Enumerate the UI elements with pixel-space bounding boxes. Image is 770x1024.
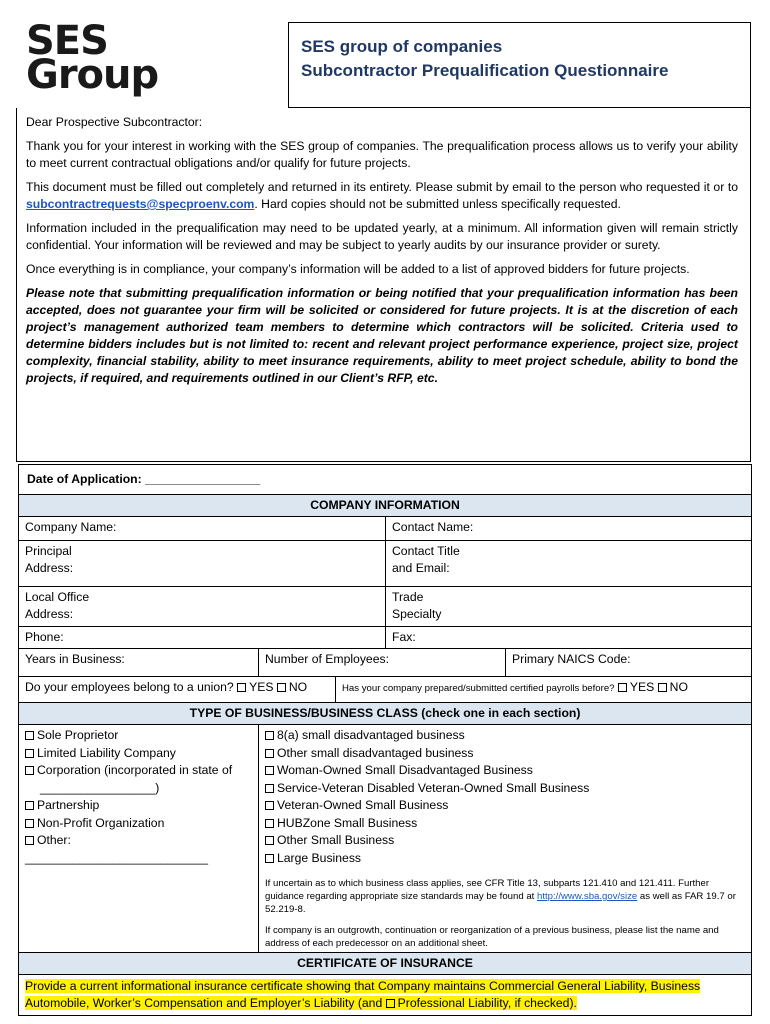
business-class-option xyxy=(265,745,745,763)
business-type-option xyxy=(25,727,252,745)
insurance-text xyxy=(19,975,752,1016)
business-class-checkbox[interactable] xyxy=(265,801,274,810)
business-type-header: TYPE OF BUSINESS/BUSINESS CLASS (check one in each section) xyxy=(19,703,752,725)
payroll-no-checkbox[interactable] xyxy=(658,683,667,692)
fax-field[interactable]: Fax: xyxy=(386,627,752,649)
principal-address-label: Principal Address: xyxy=(25,544,74,575)
business-class-option-label: Other Small Business xyxy=(277,833,395,847)
business-type-checkbox[interactable] xyxy=(25,819,34,828)
email-link[interactable]: subcontractrequests@specproenv.com xyxy=(26,197,255,211)
business-type-option-label: Other: ___________________________ xyxy=(25,833,209,865)
business-class-option xyxy=(265,797,745,815)
business-class-checkbox[interactable] xyxy=(265,766,274,775)
naics-code-field[interactable]: Primary NAICS Code: xyxy=(506,649,752,677)
payroll-yes-checkbox[interactable] xyxy=(618,683,627,692)
business-class-option-label: Other small disadvantaged business xyxy=(277,745,474,760)
business-type-option xyxy=(25,780,252,798)
note1-before: If uncertain as to which business class applies, see CFR Title 13, subparts 121.410 and 121.411. Further guidance regarding appropriate size standards may be found at xyxy=(265,878,710,902)
business-class-right xyxy=(259,725,752,953)
business-type-checkbox[interactable] xyxy=(25,836,34,845)
trade-specialty-label: Trade Specialty xyxy=(392,590,442,621)
ses-group-logo xyxy=(26,18,161,98)
intro-paragraph-3: Information included in the prequalification may need to be updated yearly, at a minimum. All information given will remain strictly confidential. Your information will be reviewed and may be subject to yearly audits by our insurance provider or surety. xyxy=(26,221,738,252)
business-type-option xyxy=(25,762,252,780)
business-type-option-label: Limited Liability Company xyxy=(37,745,176,760)
trade-specialty-field[interactable] xyxy=(386,587,752,627)
intro-paragraph-4: Once everything is in compliance, your company’s information will be added to a list of approved bidders for future projects. xyxy=(26,262,690,276)
contact-title-field[interactable] xyxy=(386,541,752,587)
business-class-option xyxy=(265,815,745,833)
business-class-option xyxy=(265,780,745,798)
business-type-checkbox[interactable] xyxy=(25,801,34,810)
p2-text-before: This document must be filled out completely and returned in its entirety. Please submit by email to the person who requested it or to xyxy=(26,180,738,194)
business-type-checkbox[interactable] xyxy=(25,766,34,775)
payroll-no-label: NO xyxy=(669,680,688,694)
years-in-business-field[interactable]: Years in Business: xyxy=(19,649,259,677)
sba-link[interactable]: http://www.sba.gov/size xyxy=(537,891,638,902)
logo-line-ses: SES xyxy=(26,18,108,64)
business-class-list xyxy=(265,727,745,867)
insurance-text-after: Professional Liability, if checked). xyxy=(397,996,577,1010)
payroll-question-label: Has your company prepared/submitted certified payrolls before? xyxy=(342,683,615,694)
business-type-option-label: Non-Profit Organization xyxy=(37,815,165,830)
logo-line-group: Group xyxy=(26,52,159,98)
business-class-checkbox[interactable] xyxy=(265,784,274,793)
document-title: SES group of companies xyxy=(301,37,503,56)
business-type-checkbox[interactable] xyxy=(25,731,34,740)
intro-paragraph-1: Thank you for your interest in working with the SES group of companies. The prequalification process allows us to verify your ability to meet current contractual obligations and/or qualify for future projects. xyxy=(26,139,738,170)
intro-text xyxy=(26,114,738,394)
business-type-option xyxy=(25,745,252,763)
union-no-label: NO xyxy=(288,680,308,694)
business-type-option xyxy=(25,832,252,867)
principal-address-field[interactable] xyxy=(19,541,386,587)
insurance-header: CERTIFICATE OF INSURANCE xyxy=(19,953,752,975)
phone-field[interactable]: Phone: xyxy=(19,627,386,649)
union-question xyxy=(19,677,336,703)
business-class-option xyxy=(265,832,745,850)
intro-paragraph-2 xyxy=(26,179,738,213)
business-type-left xyxy=(19,725,259,953)
business-class-note-1 xyxy=(265,877,745,916)
business-class-option-label: Woman-Owned Small Disadvantaged Business xyxy=(277,763,533,777)
business-class-option-label: Veteran-Owned Small Business xyxy=(277,798,449,812)
contact-name-field[interactable]: Contact Name: xyxy=(386,517,752,541)
number-of-employees-field[interactable]: Number of Employees: xyxy=(259,649,506,677)
business-class-checkbox[interactable] xyxy=(265,854,274,863)
business-class-note-2: If company is an outgrowth, continuation or reorganization of a previous business, please list the name and address of each predecessor on an additional sheet. xyxy=(265,925,719,949)
professional-liability-checkbox[interactable] xyxy=(386,999,395,1008)
business-type-option-label: _________________) xyxy=(40,780,160,795)
business-class-option-label: 8(a) small disadvantaged business xyxy=(277,728,465,742)
local-office-label: Local Office Address: xyxy=(25,590,90,621)
date-of-application[interactable]: Date of Application: _________________ xyxy=(19,465,752,495)
company-name-field[interactable]: Company Name: xyxy=(19,517,386,541)
payroll-question xyxy=(336,677,752,703)
business-class-checkbox[interactable] xyxy=(265,749,274,758)
business-type-list xyxy=(25,727,252,867)
contact-title-label: Contact Title and Email: xyxy=(392,544,460,575)
note1-after: as well as FAR 19.7 or 52.219-8. xyxy=(265,891,736,915)
business-class-checkbox[interactable] xyxy=(265,836,274,845)
business-class-checkbox[interactable] xyxy=(265,731,274,740)
business-class-option-label: Large Business xyxy=(277,850,362,865)
union-no-checkbox[interactable] xyxy=(277,683,286,692)
business-class-checkbox[interactable] xyxy=(265,819,274,828)
business-type-option-label: Corporation (incorporated in state of xyxy=(37,763,233,777)
business-class-option-label: HUBZone Small Business xyxy=(277,815,418,830)
local-office-field[interactable] xyxy=(19,587,386,627)
union-question-label: Do your employees belong to a union? xyxy=(25,680,234,694)
business-type-option xyxy=(25,797,252,815)
union-yes-checkbox[interactable] xyxy=(237,683,246,692)
title-box xyxy=(288,22,751,108)
insurance-text-before: Provide a current informational insurance certificate showing that Company maintains Commercial General Liability, Business Automobile, Worker’s Compensation and Employer’s Liability (and xyxy=(25,979,701,1010)
business-class-option xyxy=(265,727,745,745)
business-class-option xyxy=(265,850,745,868)
business-type-option-label: Partnership xyxy=(37,798,100,812)
business-type-option xyxy=(25,815,252,833)
business-type-checkbox[interactable] xyxy=(25,749,34,758)
p2-text-after: . Hard copies should not be submitted unless specifically requested. xyxy=(254,197,621,211)
union-yes-label: YES xyxy=(249,680,274,694)
business-type-option-label: Sole Proprietor xyxy=(37,728,119,742)
business-class-option-label: Service-Veteran Disabled Veteran-Owned Small Business xyxy=(277,780,590,795)
document-subtitle: Subcontractor Prequalification Questionnaire xyxy=(301,61,669,80)
company-info-header: COMPANY INFORMATION xyxy=(19,495,752,517)
business-class-option xyxy=(265,762,745,780)
application-form xyxy=(18,464,752,1016)
salutation: Dear Prospective Subcontractor: xyxy=(26,115,203,129)
payroll-yes-label: YES xyxy=(629,680,655,694)
notice-paragraph: Please note that submitting prequalification information or being notified that your prequalification information has been accepted, does not guarantee your firm will be solicited or considered for future projects. It is at the discretion of each project’s management authorized team members to determine which contractors will be solicited. Criteria used to determine bidders includes but is not limited to: recent and relevant project performance experience, project size, project complexity, financial stability, ability to meet insurance requirements, ability to meet project schedule, ability to bond the projects, if required, and requirements outlined in our Client’s RFP, etc. xyxy=(26,286,738,385)
